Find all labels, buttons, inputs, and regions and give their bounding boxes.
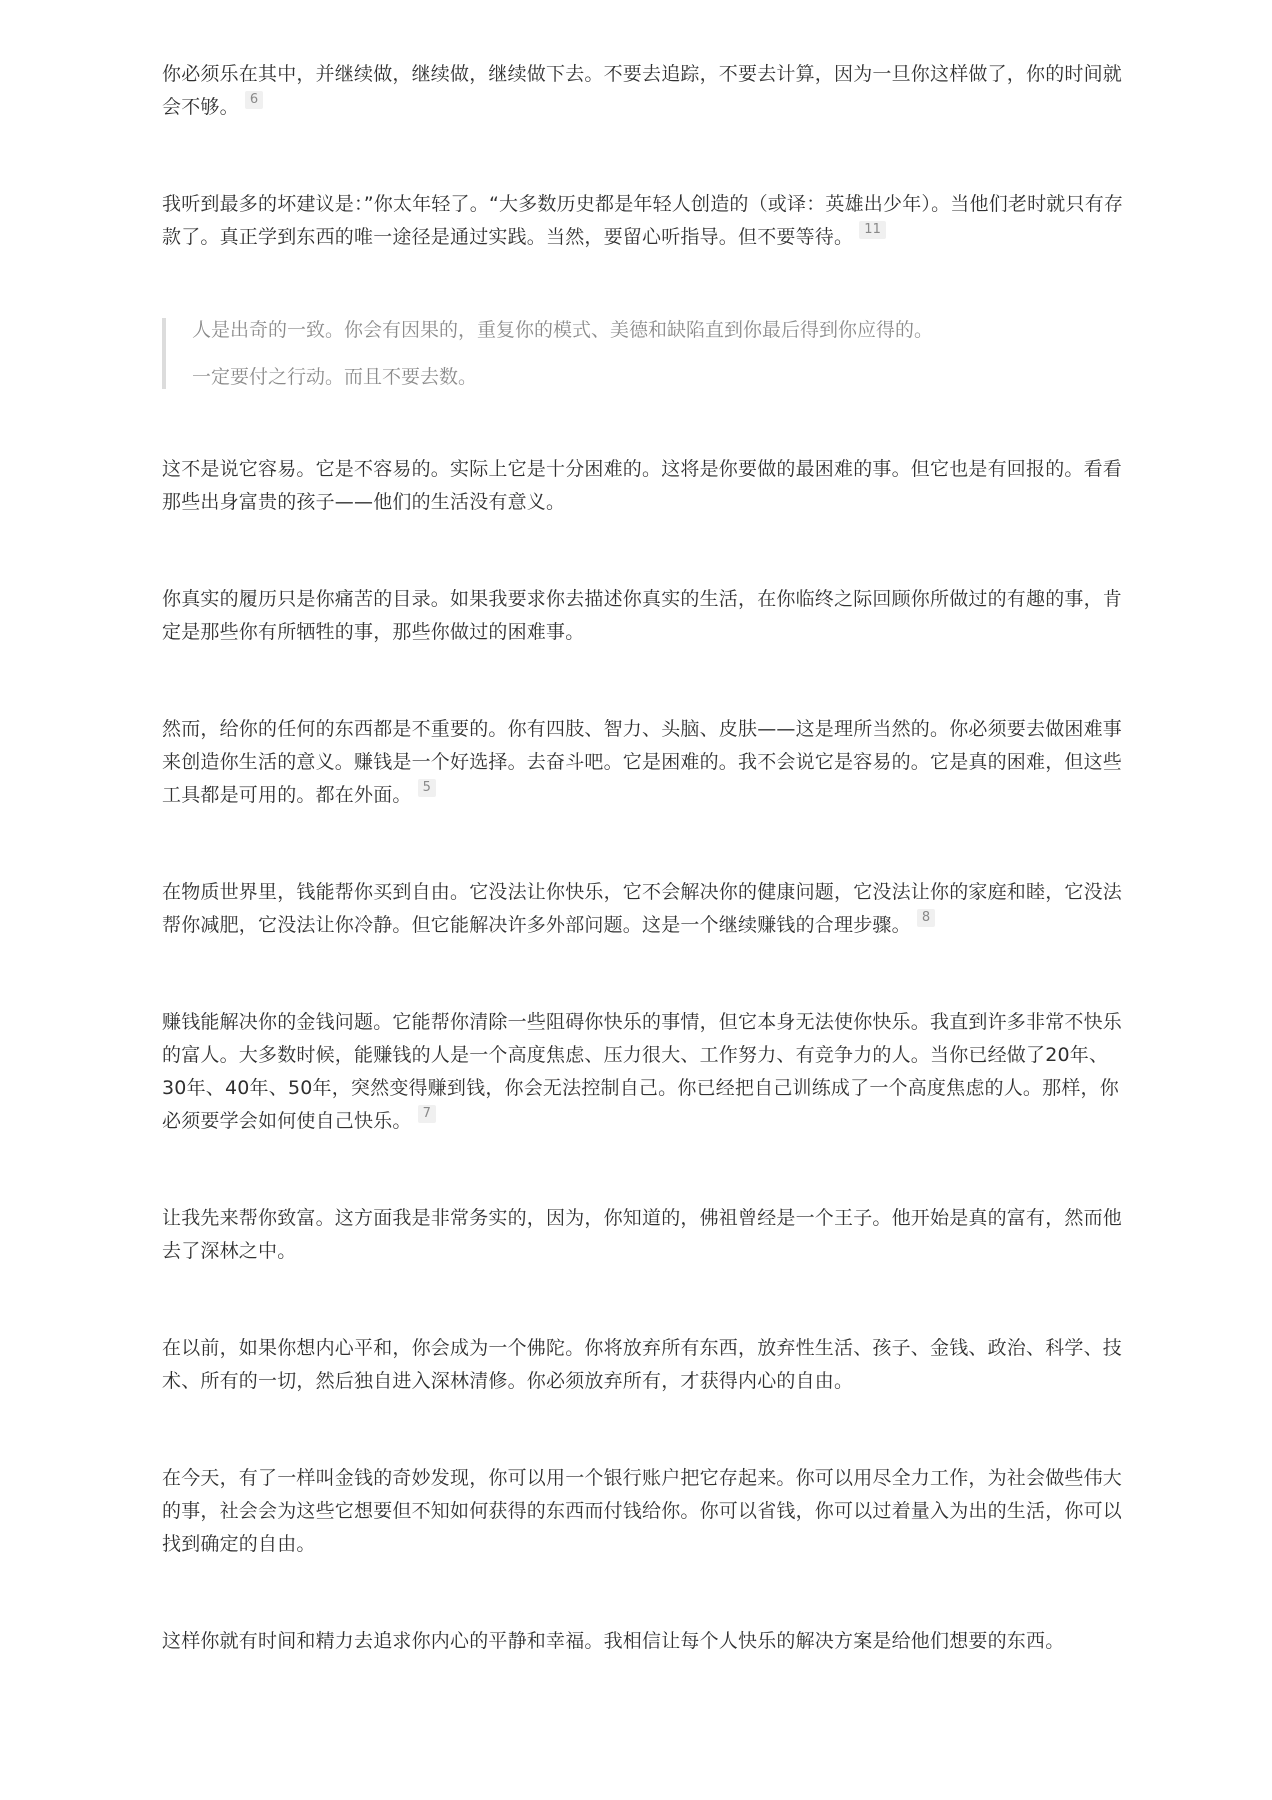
- paragraph-text: 你必须乐在其中，并继续做，继续做，继续做下去。不要去追踪，不要去计算，因为一旦你这样做了，你的时间就会不够。: [162, 63, 1123, 118]
- paragraph: [162, 1202, 1124, 1268]
- paragraph: [162, 583, 1124, 649]
- paragraph: [162, 188, 1124, 254]
- paragraph-text: 你真实的履历只是你痛苦的目录。如果我要求你去描述你真实的生活，在你临终之际回顾你所做过的有趣的事，肯定是那些你有所牺牲的事，那些你做过的困难事。: [162, 588, 1123, 643]
- paragraph: [162, 1462, 1124, 1561]
- paragraph: [162, 453, 1124, 519]
- paragraph: [162, 58, 1124, 124]
- paragraph-text: 我听到最多的坏建议是：”你太年轻了。“大多数历史都是年轻人创造的（或译：英雄出少年）。当他们老时就只有存款了。真正学到东西的唯一途径是通过实践。当然，要留心听指导。但不要等待。: [162, 193, 1124, 248]
- quote-line: 一定要付之行动。而且不要去数。: [192, 366, 478, 388]
- footnote-ref[interactable]: 5: [418, 779, 436, 797]
- footnote-ref[interactable]: 8: [917, 909, 935, 927]
- paragraph-text: 让我先来帮你致富。这方面我是非常务实的，因为，你知道的，佛祖曾经是一个王子。他开始是真的富有，然而他去了深林之中。: [162, 1207, 1123, 1262]
- paragraph: [162, 1006, 1124, 1138]
- paragraph-text: 在今天，有了一样叫金钱的奇妙发现，你可以用一个银行账户把它存起来。你可以用尽全力工作，为社会做些伟大的事，社会会为这些它想要但不知如何获得的东西而付钱给你。你可以省钱，你可以过着量入为出的生活，你可以找到确定的自由。: [162, 1467, 1123, 1555]
- paragraph-text: 这不是说它容易。它是不容易的。实际上它是十分困难的。这将是你要做的最困难的事。但它也是有回报的。看看那些出身富贵的孩子——他们的生活没有意义。: [162, 458, 1123, 513]
- paragraph: [162, 876, 1124, 942]
- paragraph: [162, 713, 1124, 812]
- footnote-ref[interactable]: 11: [859, 221, 886, 239]
- paragraph-text: 赚钱能解决你的金钱问题。它能帮你清除一些阻碍你快乐的事情，但它本身无法使你快乐。我直到许多非常不快乐的富人。大多数时候，能赚钱的人是一个高度焦虑、压力很大、工作努力、有竞争力的人。当你已经做了20年、30年、40年、50年，突然变得赚到钱，你会无法控制自己。你已经把自己训练成了一个高度焦虑的人。那样，你必须要学会如何使自己快乐。: [162, 1011, 1123, 1132]
- paragraph-text: 在以前，如果你想内心平和，你会成为一个佛陀。你将放弃所有东西，放弃性生活、孩子、金钱、政治、科学、技术、所有的一切，然后独自进入深林清修。你必须放弃所有，才获得内心的自由。: [162, 1337, 1123, 1392]
- paragraph-text: 这样你就有时间和精力去追求你内心的平静和幸福。我相信让每个人快乐的解决方案是给他们想要的东西。: [162, 1630, 1065, 1652]
- footnote-ref[interactable]: 6: [245, 91, 263, 109]
- article-body: [162, 58, 1124, 1722]
- paragraph-text: 在物质世界里，钱能帮你买到自由。它没法让你快乐，它不会解决你的健康问题，它没法让你的家庭和睦，它没法帮你减肥，它没法让你冷静。但它能解决许多外部问题。这是一个继续赚钱的合理步骤。: [162, 881, 1123, 936]
- quote-line: 人是出奇的一致。你会有因果的，重复你的模式、美德和缺陷直到你最后得到你应得的。: [192, 319, 934, 341]
- paragraph: [162, 1332, 1124, 1398]
- paragraph: [162, 1625, 1124, 1658]
- footnote-ref[interactable]: 7: [418, 1105, 436, 1123]
- paragraph-text: 然而，给你的任何的东西都是不重要的。你有四肢、智力、头脑、皮肤——这是理所当然的。你必须要去做困难事来创造你生活的意义。赚钱是一个好选择。去奋斗吧。它是困难的。我不会说它是容易的。它是真的困难，但这些工具都是可用的。都在外面。: [162, 718, 1123, 806]
- blockquote: [162, 318, 1124, 389]
